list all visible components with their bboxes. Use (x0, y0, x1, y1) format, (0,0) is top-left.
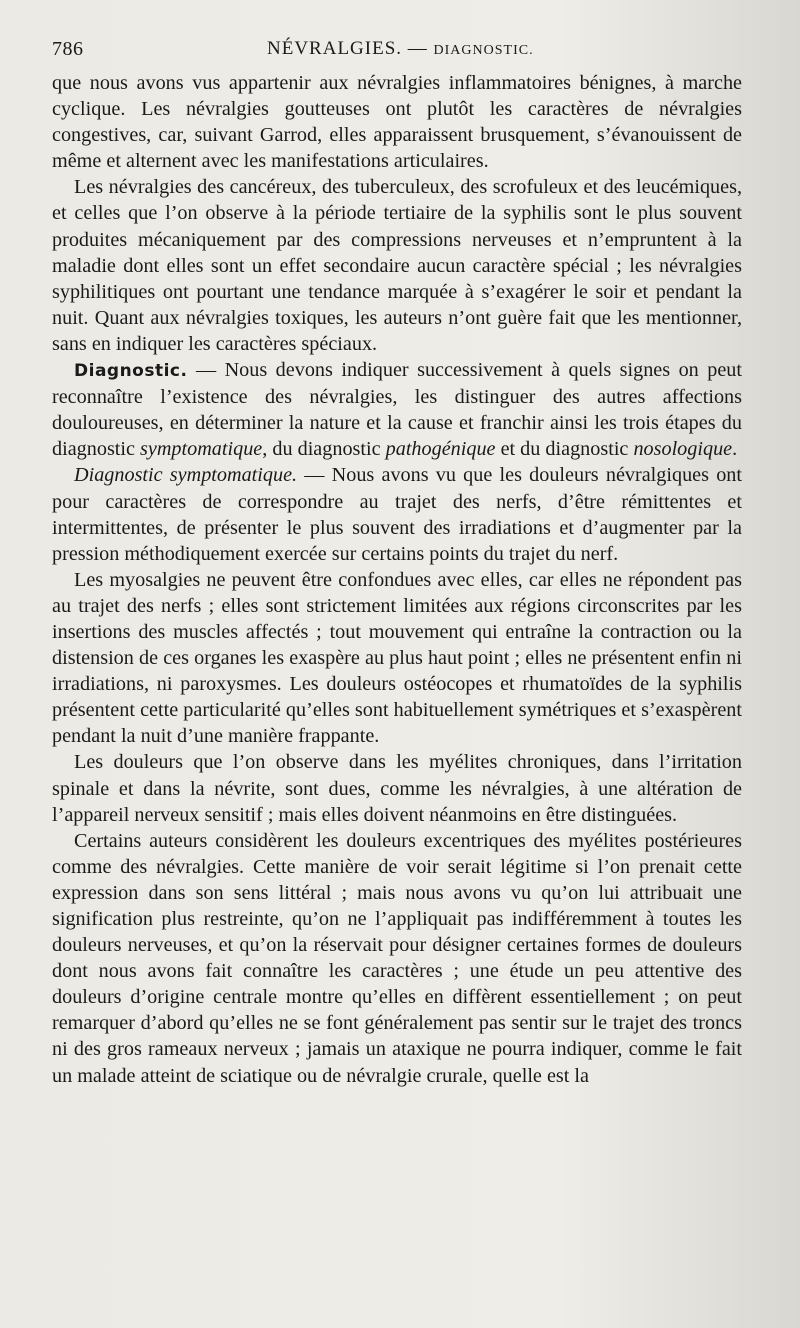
diagnostic-text-a: — Nous devons indiquer successivement à quels signes on peut reconnaître l’existence des névralgies, les distinguer des autres affections douloureuses, en déterminer la nature et la cause et franchir ainsi les trois étapes du diagnostic (52, 359, 742, 461)
running-title-main: NÉVRALGIES. (267, 38, 403, 59)
running-header (52, 38, 742, 74)
paragraph-douleurs-excentriques: Certains auteurs considèrent les douleurs excentriques des myélites postérieures comme des névralgies. Cette manière de voir serait légitime si l’on prenait cette expression dans son sens littéral ; mais nous avons vu qu’on lui attribuait une signification plus restreinte, qu’on ne l’appliquait pas indifféremment à toutes les douleurs nerveuses, et qu’on la réservait pour désigner certaines formes de douleurs dont nous avons fait connaître les caractères ; une étude un peu attentive des douleurs d’origine centrale montre qu’elles en diffèrent essentiellement ; on peut remarquer d’abord qu’elles ne se font généralement pas sentir sur le trajet des troncs ni des gros rameaux nerveux ; jamais un ataxique ne pourra indiquer, comme le fait un malade atteint de sciatique ou de névralgie crurale, quelle est la (52, 829, 742, 1087)
paragraph-myosalgies: Les myosalgies ne peuvent être confondues avec elles, car elles ne répondent pas au trajet des nerfs ; elles sont strictement limitées aux régions circonscrites par les insertions des muscles affectés ; tout mouvement qui entraîne la contraction ou la distension de ces organes les exaspère au plus haut point ; elles ne présentent enfin ni irradiations, ni paroxysmes. Les douleurs ostéocopes et rhumatoïdes de la syphilis présentent cette particularité qu’elles sont habituellement symétriques et s’exaspèrent pendant la nuit d’une manière frappante. (52, 568, 742, 748)
subsection-heading-symptomatique: Diagnostic symptomatique. (74, 464, 298, 487)
paragraph-2: Les névralgies des cancéreux, des tuberculeux, des scrofuleux et des leucémiques, et celles que l’on observe à la période tertiaire de la syphilis sont le plus souvent produites mécaniquement par des compressions nerveuses et n’empruntent à la maladie dont elles sont un effet secondaire aucun caractère spécial ; les névralgies syphilitiques ont pourtant une tendance marquée à s’exagérer le soir et pendant la nuit. Quant aux névralgies toxiques, les auteurs n’ont guère fait que les mentionner, sans en indiquer les caractères spéciaux. (52, 176, 742, 355)
body-text (52, 70, 742, 1089)
paragraph-1: que nous avons vus appartenir aux névralgies inflammatoires bénignes, à marche cyclique. Les névralgies goutteuses ont plutôt les caractères de névralgies congestives, car, suivant Garrod, elles apparaissent brusquement, s’évanouissent de même et alternent avec les manifestations articulaires. (52, 72, 742, 173)
page-number: 786 (52, 38, 84, 60)
term-nosologique: nosologique (633, 438, 733, 461)
symptomatique-text: — Nous avons vu que les douleurs névralgiques ont pour caractères de correspondre au trajet des nerfs, d’être rémittentes et intermittentes, de présenter le plus souvent des irradiations et d’augmenter par la pression méthodiquement exercée sur certains points du trajet du nerf. (52, 464, 742, 565)
paragraph-diagnostic-symptomatique (52, 462, 742, 566)
paragraph-diagnostic (52, 357, 742, 462)
running-title (267, 38, 534, 60)
running-title-sub: DIAGNOSTIC. (433, 43, 534, 58)
section-heading-diagnostic: Diagnostic. (74, 361, 188, 382)
term-pathogenique: pathogénique (385, 438, 496, 461)
running-title-separator: — (402, 38, 434, 59)
paragraph-myelites: Les douleurs que l’on observe dans les myélites chroniques, dans l’irritation spinale et dans la névrite, sont dues, comme les névralgies, à une altération de l’appareil nerveux sensitif ; mais elles doivent néanmoins en être distinguées. (52, 751, 742, 826)
diagnostic-text-d: . (732, 438, 738, 461)
diagnostic-text-c: et du diagnostic (495, 438, 634, 461)
diagnostic-text-b: , du diagnostic (262, 438, 386, 461)
term-symptomatique: symptomatique (140, 438, 263, 461)
